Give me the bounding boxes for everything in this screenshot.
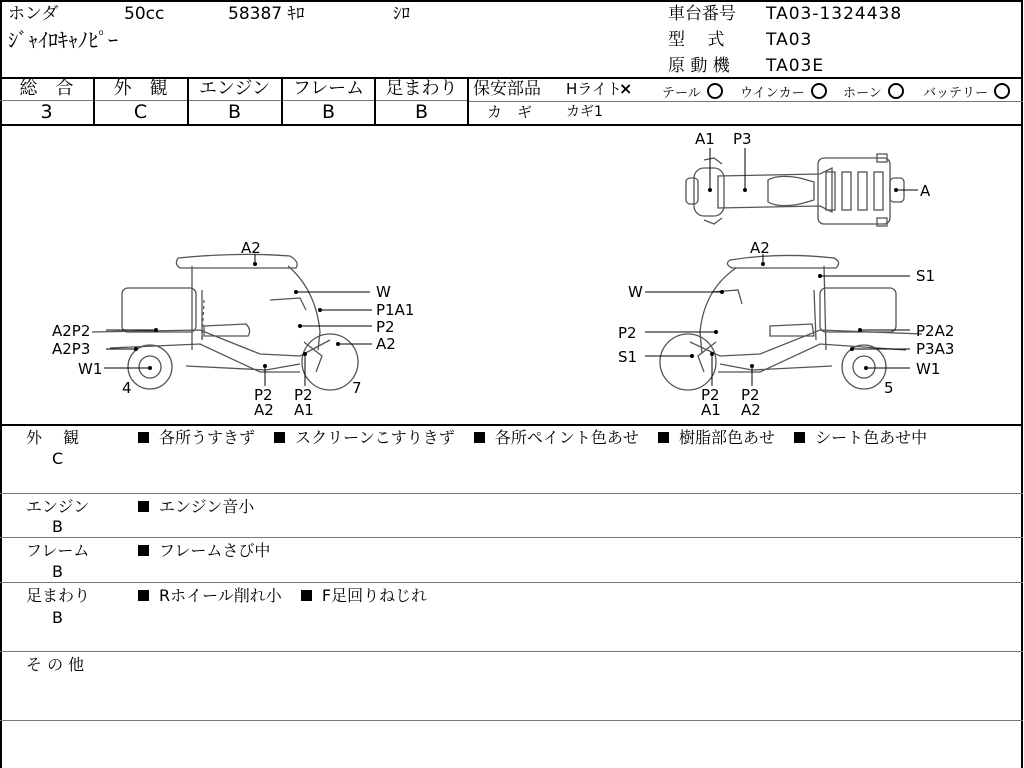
frame-right bbox=[1021, 0, 1023, 768]
bullet-icon bbox=[138, 545, 149, 556]
battery-ok-mark bbox=[994, 83, 1010, 99]
bullet-item: 各所ペイント色あせ bbox=[494, 428, 639, 447]
bullet-list bbox=[136, 430, 939, 446]
right-label-w1: W1 bbox=[916, 360, 941, 378]
section-line-5 bbox=[0, 720, 1023, 721]
headlight-label: Hライト bbox=[566, 80, 622, 98]
tail-label: テール bbox=[662, 86, 701, 101]
horn-ok-mark bbox=[888, 83, 904, 99]
left-label-a2p2: A2P2 bbox=[52, 322, 91, 340]
left-view-scooter-drawing bbox=[92, 254, 358, 390]
section-label: そ の 他 bbox=[26, 655, 85, 674]
section-label: エンジン bbox=[26, 497, 90, 516]
grade-label-exterior: 外 観 bbox=[113, 78, 168, 99]
headlight-mark: × bbox=[619, 79, 633, 98]
bullet-icon bbox=[138, 590, 149, 601]
grade-label-overall: 総 合 bbox=[19, 78, 74, 99]
left-label-4: 4 bbox=[122, 379, 132, 397]
right-label-a2-b: A2 bbox=[741, 401, 761, 419]
battery-item bbox=[923, 83, 1010, 100]
left-label-p1a1: P1A1 bbox=[376, 301, 415, 319]
tail-item bbox=[662, 83, 723, 100]
horn-item bbox=[843, 83, 904, 100]
section-label: 外 観 bbox=[26, 428, 80, 447]
right-label-a2-top: A2 bbox=[750, 239, 770, 257]
left-label-p2: P2 bbox=[376, 318, 395, 336]
horn-label: ホーン bbox=[843, 86, 882, 101]
left-label-a2-top: A2 bbox=[241, 239, 261, 257]
left-label-w: W bbox=[376, 283, 391, 301]
left-label-p2-a: P2 bbox=[254, 386, 273, 404]
top-label-a1: A1 bbox=[695, 130, 715, 148]
diagram-bottom-line bbox=[0, 424, 1023, 426]
bullet-item: F足回りねじれ bbox=[321, 586, 428, 605]
grade-value-frame: B bbox=[321, 101, 336, 123]
grade-label-suspension: 足まわり bbox=[385, 78, 458, 99]
bullet-item: シート色あせ中 bbox=[815, 428, 928, 447]
chassis-number: TA03-1324438 bbox=[766, 4, 903, 24]
winker-item bbox=[740, 83, 827, 100]
right-label-p2: P2 bbox=[618, 324, 637, 342]
section-grade: B bbox=[52, 562, 63, 581]
section-label: 足まわり bbox=[26, 586, 91, 605]
right-label-s1: S1 bbox=[916, 267, 936, 285]
section-line-1 bbox=[0, 493, 1023, 494]
bullet-icon bbox=[474, 432, 485, 443]
type-value: TA03 bbox=[766, 30, 813, 50]
left-label-p2-b: P2 bbox=[294, 386, 313, 404]
right-label-5: 5 bbox=[884, 379, 894, 397]
type-label: 型 式 bbox=[668, 30, 725, 50]
tail-ok-mark bbox=[707, 83, 723, 99]
left-label-a2-b: A2 bbox=[254, 401, 274, 419]
battery-label: バッテリー bbox=[923, 86, 989, 101]
bullet-icon bbox=[138, 432, 149, 443]
bullet-item: フレームさび中 bbox=[159, 541, 271, 560]
winker-label: ウインカー bbox=[740, 86, 805, 101]
right-label-w: W bbox=[628, 283, 643, 301]
bullet-list bbox=[136, 588, 439, 604]
top-view-scooter-drawing bbox=[686, 154, 904, 226]
right-label-s1-b: S1 bbox=[618, 348, 638, 366]
top-label-p3: P3 bbox=[733, 130, 752, 148]
section-label: フレーム bbox=[26, 541, 90, 560]
bullet-item: 各所うすきず bbox=[159, 428, 256, 447]
engine-model-value: TA03E bbox=[766, 56, 825, 76]
grade-label-engine: エンジン bbox=[198, 78, 271, 99]
damage-diagram bbox=[2, 126, 1020, 424]
left-label-a2p3: A2P3 bbox=[52, 340, 91, 358]
bullet-item: エンジン音小 bbox=[159, 497, 255, 516]
chassis-label: 車台番号 bbox=[668, 4, 736, 24]
grade-label-frame: フレーム bbox=[292, 78, 365, 99]
bullet-item: スクリーンこすりきず bbox=[295, 428, 455, 447]
section-line-2 bbox=[0, 537, 1023, 538]
displacement: 50cc bbox=[124, 4, 165, 24]
grade-value-suspension: B bbox=[414, 101, 429, 123]
right-label-a1-b: A1 bbox=[701, 401, 721, 419]
mileage: 58387 ｷﾛ bbox=[228, 4, 305, 24]
bullet-list bbox=[136, 543, 282, 559]
right-label-p2-a: P2 bbox=[701, 386, 720, 404]
safety-mid-line bbox=[468, 101, 1023, 102]
safety-label: 保安部品 bbox=[473, 79, 541, 99]
grade-value-engine: B bbox=[227, 101, 242, 123]
winker-ok-mark bbox=[811, 83, 827, 99]
right-label-p2-b: P2 bbox=[741, 386, 760, 404]
bullet-list bbox=[136, 499, 266, 515]
section-line-4 bbox=[0, 651, 1023, 652]
bullet-icon bbox=[301, 590, 312, 601]
model-name: ｼﾞｬｲﾛｷｬﾉﾋﾟｰ bbox=[8, 28, 118, 52]
body-color: ｼﾛ bbox=[393, 4, 410, 24]
left-label-w1: W1 bbox=[78, 360, 103, 378]
bullet-icon bbox=[274, 432, 285, 443]
key-label: カ ギ bbox=[487, 103, 533, 121]
engine-model-label: 原 動 機 bbox=[668, 56, 730, 76]
grade-value-exterior: C bbox=[133, 101, 148, 123]
right-label-p2a2: P2A2 bbox=[916, 322, 955, 340]
section-grade: C bbox=[52, 449, 64, 468]
right-label-p3a3: P3A3 bbox=[916, 340, 955, 358]
frame-top bbox=[0, 0, 1023, 2]
key-value: カギ1 bbox=[566, 104, 603, 120]
left-label-7: 7 bbox=[352, 379, 362, 397]
left-label-a1-b: A1 bbox=[294, 401, 314, 419]
grade-value-overall: 3 bbox=[40, 101, 53, 123]
bullet-item: Rホイール削れ小 bbox=[159, 586, 282, 605]
bullet-item: 樹脂部色あせ bbox=[679, 428, 776, 447]
left-label-a2: A2 bbox=[376, 335, 396, 353]
bullet-icon bbox=[794, 432, 805, 443]
maker: ホンダ bbox=[8, 4, 59, 24]
section-grade: B bbox=[52, 517, 63, 536]
bullet-icon bbox=[138, 501, 149, 512]
section-line-3 bbox=[0, 582, 1023, 583]
top-label-a: A bbox=[920, 182, 931, 200]
section-grade: B bbox=[52, 608, 63, 627]
bullet-icon bbox=[658, 432, 669, 443]
